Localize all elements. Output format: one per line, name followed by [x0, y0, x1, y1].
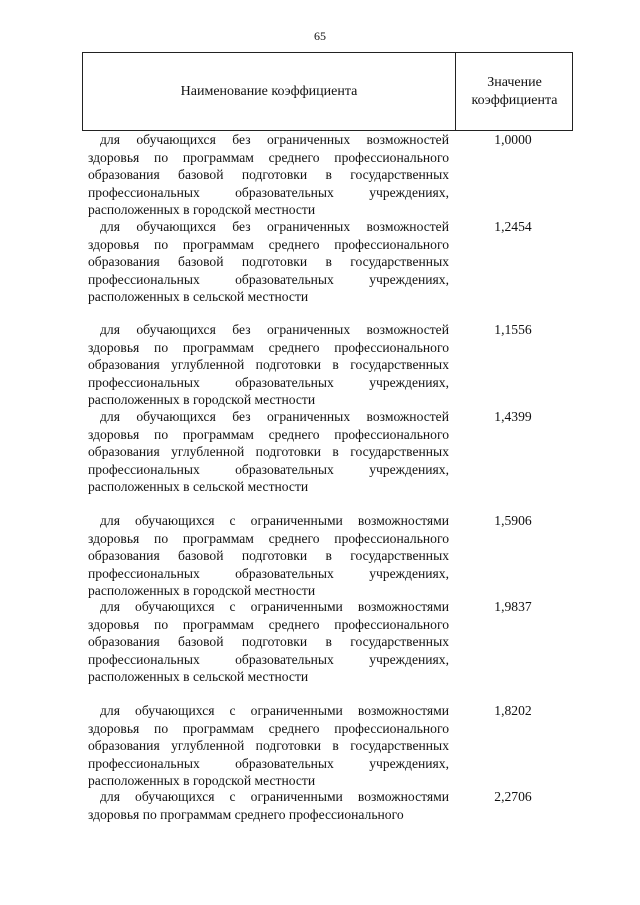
row-value: 1,2454: [494, 219, 532, 234]
row-description: для обучающихся с ограниченными возможностями здоровья по программам среднего профессионального образования углубленной подготовки в государственных профессиональных образовательных учреждениях, расположенных в городской местности: [88, 703, 449, 788]
row-description: для обучающихся с ограниченными возможностями здоровья по программам среднего профессионального образования базовой подготовки в государственных профессиональных образовательных учреждениях, расположенных в сельской местности: [88, 599, 449, 684]
page-number: 65: [314, 29, 326, 43]
row-description: для обучающихся без ограниченных возможностей здоровья по программам среднего профессионального образования углубленной подготовки в государственных профессиональных образовательных учреждениях, расположенных в сельской местности: [88, 409, 449, 494]
row-description: для обучающихся без ограниченных возможностей здоровья по программам среднего профессионального образования базовой подготовки в государственных профессиональных образовательных учреждениях, расположенных в городской местности: [88, 132, 449, 217]
row-value: 2,2706: [494, 789, 532, 804]
row-description: для обучающихся без ограниченных возможностей здоровья по программам среднего профессионального образования углубленной подготовки в государственных профессиональных образовательных учреждениях, расположенных в городской местности: [88, 322, 449, 407]
row-value: 1,0000: [494, 132, 532, 147]
row-value: 1,5906: [494, 513, 532, 528]
row-value: 1,1556: [494, 322, 532, 337]
row-description: для обучающихся без ограниченных возможностей здоровья по программам среднего профессионального образования базовой подготовки в государственных профессиональных образовательных учреждениях, расположенных в сельской местности: [88, 219, 449, 304]
row-description: для обучающихся с ограниченными возможностями здоровья по программам среднего профессионального образования базовой подготовки в государственных профессиональных образовательных учреждениях, расположенных в городской местности: [88, 513, 449, 598]
header-value-label: Значение коэффициента: [471, 74, 558, 108]
row-value: 1,8202: [494, 703, 532, 718]
row-value: 1,4399: [494, 409, 532, 424]
row-description: для обучающихся с ограниченными возможностями здоровья по программам среднего профессионального: [88, 789, 449, 822]
header-name-label: Наименование коэффициента: [180, 83, 358, 99]
row-value: 1,9837: [494, 599, 532, 614]
